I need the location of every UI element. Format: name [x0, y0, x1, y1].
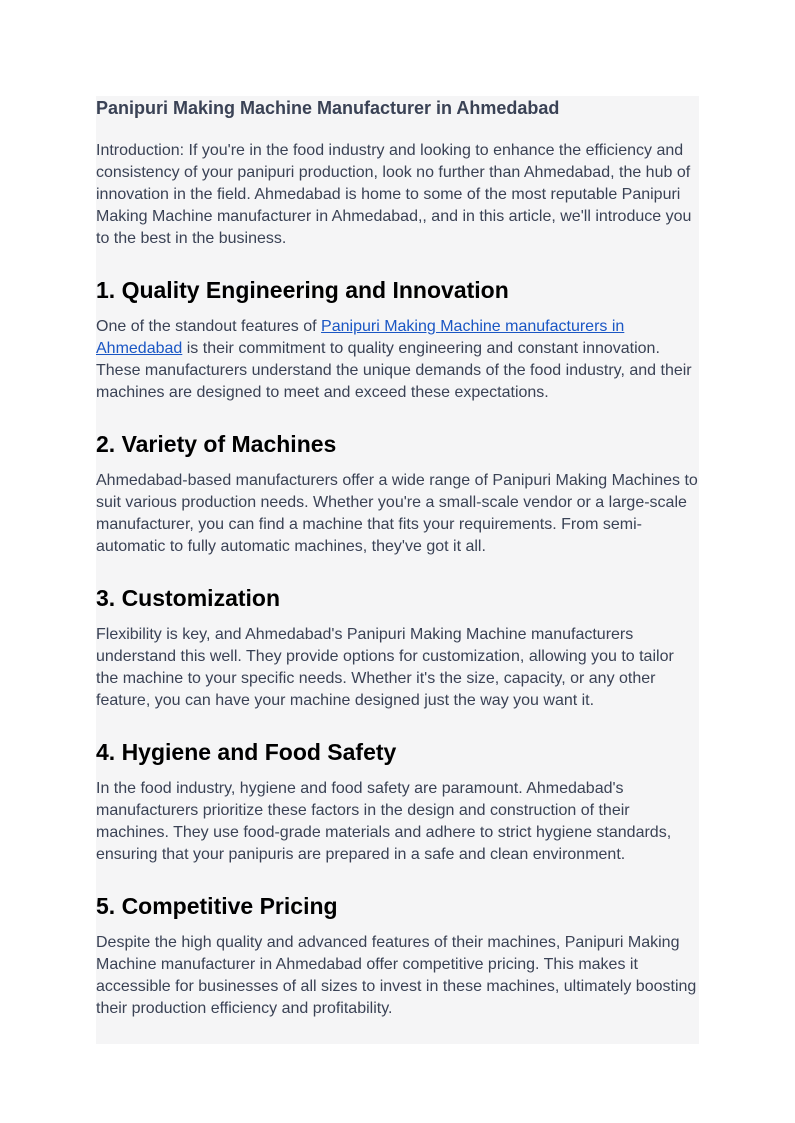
paragraph-text-segment: is their commitment to quality engineering and constant innovation. These manufacturers understand the unique demands of the food industry, and their machines are designed to meet and exceed these expectations.: [96, 340, 692, 401]
section-heading-hygiene-food-safety: 4. Hygiene and Food Safety: [96, 739, 397, 765]
intro-paragraph: Introduction: If you're in the food industry and looking to enhance the efficiency and consistency of your panipuri production, look no further than Ahmedabad, the hub of innovation in the field. Ahmedabad is home to some of the most reputable Panipuri Making Machine manufacturer in Ahmedabad,, and in this article, we'll introduce you to the best in the business.: [96, 142, 692, 247]
section-heading-competitive-pricing: 5. Competitive Pricing: [96, 893, 338, 919]
manufacturers-link[interactable]: Panipuri Making Machine manufacturers in Ahmedabad: [96, 318, 625, 357]
section-paragraph-customization: Flexibility is key, and Ahmedabad's Panipuri Making Machine manufacturers understand this well. They provide options for customization, allowing you to tailor the machine to your specific needs. Whether it's the size, capacity, or any other feature, you can have your machine designed just the way you want it.: [96, 626, 674, 709]
section-paragraph-quality-engineering: [96, 316, 699, 404]
section-paragraph-hygiene-food-safety: In the food industry, hygiene and food safety are paramount. Ahmedabad's manufacturers prioritize these factors in the design and construction of their machines. They use food-grade materials and adhere to strict hygiene standards, ensuring that your panipuris are prepared in a safe and clean environment.: [96, 780, 672, 863]
section-heading-customization: 3. Customization: [96, 585, 281, 611]
section-heading-quality-engineering: 1. Quality Engineering and Innovation: [96, 277, 509, 303]
section-paragraph-competitive-pricing: Despite the high quality and advanced features of their machines, Panipuri Making Machine manufacturer in Ahmedabad offer competitive pricing. This makes it accessible for businesses of all sizes to invest in these machines, ultimately boosting their production efficiency and profitability.: [96, 934, 697, 1017]
section-paragraph-variety-of-machines: Ahmedabad-based manufacturers offer a wide range of Panipuri Making Machines to suit various production needs. Whether you're a small-scale vendor or a large-scale manufacturer, you can find a machine that fits your requirements. From semi-automatic to fully automatic machines, they've got it all.: [96, 472, 698, 555]
section-heading-variety-of-machines: 2. Variety of Machines: [96, 431, 337, 457]
document-content-block: [96, 96, 699, 1044]
paragraph-text-segment: One of the standout features of: [96, 318, 322, 335]
page-title: Panipuri Making Machine Manufacturer in Ahmedabad: [96, 98, 560, 118]
